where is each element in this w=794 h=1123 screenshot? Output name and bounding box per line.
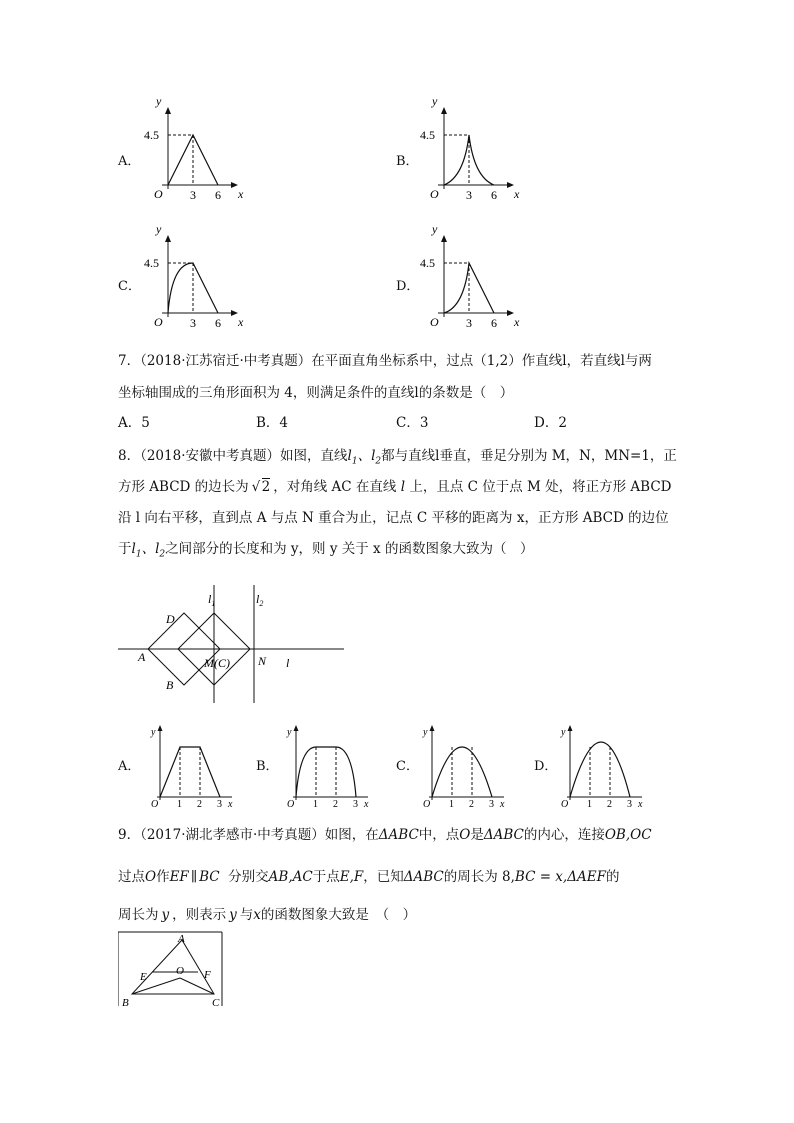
- y-label: y: [561, 727, 566, 738]
- q8-figure: [118, 585, 358, 705]
- origin-label: O: [561, 799, 569, 810]
- q6-graphs: [0, 0, 794, 340]
- fig-label-b: B: [122, 997, 129, 1009]
- sqrt-two: √ 2: [251, 479, 271, 495]
- fig-label-a: A: [178, 933, 185, 945]
- xtick-label: 1: [587, 799, 592, 810]
- x-label: x: [500, 799, 505, 810]
- y-arrow: [441, 107, 447, 114]
- origin-label: O: [423, 799, 431, 810]
- x-label: x: [514, 187, 520, 201]
- y-label: y: [432, 94, 438, 108]
- ytick-label: 4.5: [144, 128, 159, 142]
- q8-line1: 8．（2018·安徽中考真题）如图，直线$l_1$、$l_2$都与直线l垂直，垂足分别为 M，N，MN=1，正: [118, 448, 677, 467]
- x-arrow: [231, 310, 238, 316]
- y-arrow: [430, 725, 435, 731]
- xtick-label: 3: [217, 799, 222, 810]
- y-label: y: [432, 222, 438, 236]
- q9-figure: [118, 930, 228, 1010]
- label-n: N: [258, 654, 267, 668]
- origin-label: O: [151, 799, 159, 810]
- label-l2: $l_2$: [256, 592, 264, 608]
- x-label: x: [364, 799, 369, 810]
- q9-line3: 周长为 y ，则表示 y 与x的函数图象大致是 （ ）: [118, 907, 417, 923]
- y-arrow: [165, 235, 171, 242]
- fig-label-c: C: [212, 997, 220, 1009]
- q8-graphs: [0, 715, 794, 815]
- option-label: B．: [396, 154, 419, 169]
- y-label: y: [156, 222, 162, 236]
- fig-label-e: E: [140, 971, 147, 983]
- xtick-label: 6: [491, 316, 497, 330]
- origin-label: O: [154, 315, 163, 329]
- fig-label-f: F: [204, 969, 211, 981]
- x-label: x: [228, 799, 233, 810]
- origin-label: O: [154, 187, 163, 201]
- q7-line2: 坐标轴围成的三角形面积为 4，则满足条件的直线l的条数是（ ）: [118, 385, 514, 401]
- ytick-label: 4.5: [420, 128, 435, 142]
- q7-line1: 7．（2018·江苏宿迁·中考真题）在平面直角坐标系中，过点（1,2）作直线l，若直线l与两: [118, 353, 652, 369]
- q9-line1: 9．（2017·湖北孝感市·中考真题）如图，在ΔABC中，点O是ΔABC的内心，连接OB,OC: [118, 827, 652, 843]
- xtick-label: 2: [333, 799, 338, 810]
- y-label: y: [423, 727, 428, 738]
- xtick-label: 3: [466, 316, 472, 330]
- y-arrow: [165, 107, 171, 114]
- q8-option-c[interactable]: C．: [396, 759, 419, 774]
- q8-option-a[interactable]: A．: [118, 759, 141, 774]
- ytick-label: 4.5: [420, 256, 435, 270]
- x-label: x: [238, 187, 244, 201]
- xtick-label: 3: [190, 316, 196, 330]
- function-curve: [570, 742, 630, 797]
- xtick-label: 2: [607, 799, 612, 810]
- q9-line2: 过点O作EF ∥ BC 分别交AB,AC于点E,F，已知ΔABC的周长为 8,BC = x,ΔAEF的: [118, 869, 620, 885]
- q7-choice-a[interactable]: A．5: [118, 415, 150, 431]
- xtick-label: 3: [466, 188, 472, 202]
- xtick-label: 3: [353, 799, 358, 810]
- y-arrow: [441, 235, 447, 242]
- fig-label-o: O: [176, 965, 184, 977]
- label-mc: M(C): [204, 656, 230, 670]
- y-arrow: [294, 725, 299, 731]
- xtick-label: 2: [469, 799, 474, 810]
- q8-line3: 沿 l 向右平移，直到点 A 与点 N 重合为止，记点 C 平移的距离为 x，正方形 ABCD 的边位: [118, 510, 669, 526]
- option-label: D．: [396, 279, 420, 294]
- q8-line4: 于$l_1$、$l_2$之间部分的长度和为 y，则 y 关于 x 的函数图象大致为（ ）: [118, 541, 534, 560]
- option-label: C．: [118, 279, 141, 294]
- xtick-label: 1: [313, 799, 318, 810]
- xtick-label: 1: [177, 799, 182, 810]
- x-arrow: [507, 182, 514, 188]
- q7-choice-b[interactable]: B．4: [256, 415, 289, 431]
- y-arrow: [158, 725, 163, 731]
- option-label: A．: [118, 154, 141, 169]
- q8-line2: 方形 ABCD 的边长为 √ 2 ，对角线 AC 在直线 l 上，且点 C 位于点 M 处，将正方形 ABCD: [118, 479, 672, 495]
- q8-option-b[interactable]: B．: [256, 759, 279, 774]
- x-arrow: [231, 182, 238, 188]
- ytick-label: 4.5: [144, 256, 159, 270]
- xtick-label: 2: [197, 799, 202, 810]
- q7-choice-c[interactable]: C．3: [396, 415, 429, 431]
- label-l: l: [286, 656, 290, 670]
- xtick-label: 3: [627, 799, 632, 810]
- label-d: D: [166, 612, 175, 626]
- function-curve: [296, 747, 356, 797]
- x-label: x: [638, 799, 643, 810]
- xtick-label: 6: [491, 188, 497, 202]
- x-label: x: [238, 315, 244, 329]
- xtick-label: 3: [489, 799, 494, 810]
- y-label: y: [156, 94, 162, 108]
- x-label: x: [514, 315, 520, 329]
- xtick-label: 6: [215, 316, 221, 330]
- label-l1: $l_1$: [208, 592, 216, 608]
- origin-label: O: [287, 799, 295, 810]
- x-arrow: [507, 310, 514, 316]
- xtick-label: 3: [190, 188, 196, 202]
- label-a: A: [138, 650, 146, 664]
- label-b: B: [166, 678, 174, 692]
- xtick-label: 1: [449, 799, 454, 810]
- xtick-label: 6: [215, 188, 221, 202]
- function-curve: [160, 747, 220, 797]
- y-label: y: [151, 727, 156, 738]
- origin-label: O: [430, 187, 439, 201]
- function-curve: [432, 747, 492, 797]
- y-arrow: [568, 725, 573, 731]
- y-label: y: [287, 727, 292, 738]
- q8-option-d[interactable]: D．: [534, 759, 558, 774]
- q7-choice-d[interactable]: D．2: [534, 415, 567, 431]
- origin-label: O: [430, 315, 439, 329]
